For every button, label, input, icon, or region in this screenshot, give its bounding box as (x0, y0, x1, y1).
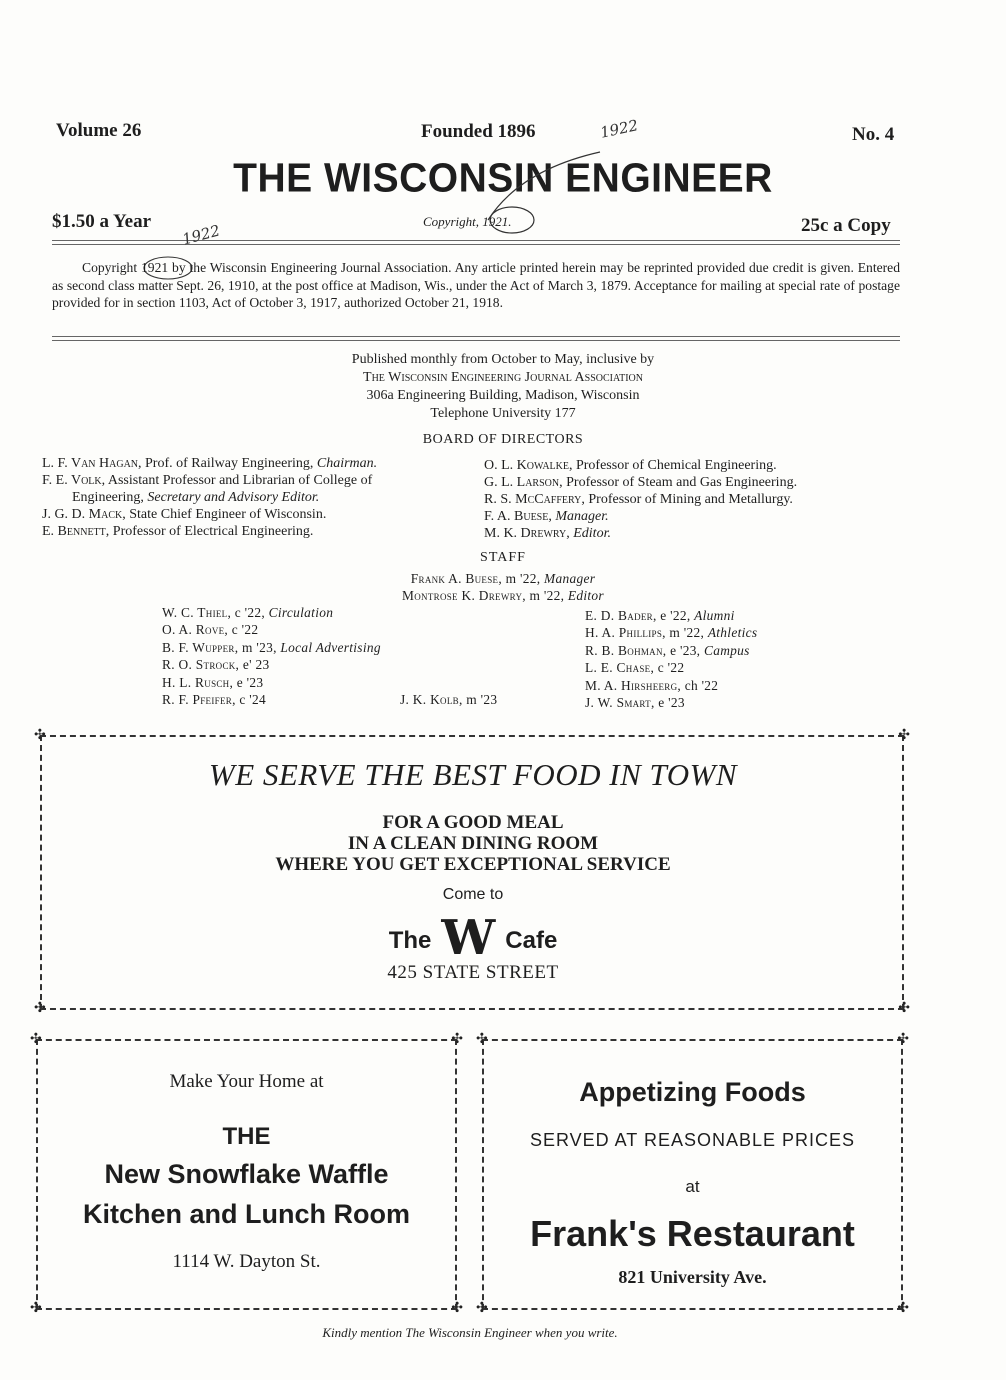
rule-top-1 (52, 240, 900, 241)
staff-member: L. E. Chase, c '22 (585, 660, 685, 676)
board-heading: BOARD OF DIRECTORS (422, 432, 584, 447)
staff-member: E. D. Bader, e '22, Alumni (585, 608, 735, 623)
franks-address: 821 University Ave. (618, 1267, 767, 1287)
ad-franks-restaurant (476, 1032, 909, 1316)
cafe-address: 425 STATE STREET (387, 962, 559, 983)
publisher-block (0, 351, 1006, 423)
board-member: Engineering, Secretary and Advisory Editor. (72, 490, 320, 505)
ornament-icon: ✣ (30, 1032, 42, 1047)
ornament-icon: ✣ (897, 1301, 909, 1316)
franks-name: Frank's Restaurant (530, 1213, 855, 1254)
publisher-line-1: Published monthly from October to May, inclusive by (351, 352, 655, 367)
board-member: F. E. Volk, Assistant Professor and Librarian of College of (42, 473, 373, 488)
cafe-tagline (0, 812, 976, 875)
board-member: L. F. Van Hagan, Prof. of Railway Engineering, Chairman. (42, 456, 378, 471)
ornament-icon: ✣ (898, 728, 910, 743)
board-member: G. L. Larson, Professor of Steam and Gas Engineering. (484, 475, 798, 490)
rule-mid-2 (52, 340, 900, 341)
ornament-icon: ✣ (897, 1032, 909, 1047)
volume-label: Volume 26 (56, 120, 142, 141)
staff-member: O. A. Rove, c '22 (162, 622, 259, 638)
cafe-tagline-1: FOR A GOOD MEAL (382, 812, 564, 833)
ornament-icon: ✣ (451, 1032, 463, 1047)
waffle-line-3: New Snowflake Waffle (104, 1159, 389, 1189)
cafe-name (0, 910, 976, 966)
cafe-w-logo: W (441, 910, 496, 966)
ornament-icon: ✣ (34, 728, 46, 743)
publisher-line-4: Telephone University 177 (430, 406, 576, 421)
staff-member: J. K. Kolb, m '23 (400, 692, 498, 707)
franks-line-3: at (685, 1177, 700, 1196)
journal-title: THE WISCONSIN ENGINEER (233, 155, 773, 202)
ornament-icon: ✣ (898, 1001, 910, 1016)
waffle-line-1: Make Your Home at (169, 1071, 324, 1092)
staff-heading: STAFF (480, 550, 526, 565)
copyright-notice: Copyright, 1921. (423, 214, 512, 229)
cafe-name-the: The (388, 927, 432, 954)
price-per-copy: 25c a Copy (801, 215, 891, 236)
staff-right-column (585, 607, 757, 711)
board-member: M. K. Drewry, Editor. (484, 526, 611, 541)
staff-member: W. C. Thiel, c '22, Circulation (162, 605, 334, 620)
board-member: F. A. Buese, Manager. (484, 509, 609, 524)
staff-member: H. A. Phillips, m '22, Athletics (585, 625, 758, 641)
ad-snowflake-waffle (30, 1032, 463, 1316)
staff-editor: Montrose K. Drewry, m '22, Editor (402, 588, 604, 603)
board-right-column (484, 457, 797, 542)
ornament-icon: ✣ (476, 1032, 488, 1047)
staff-member: R. O. Strock, e' 23 (162, 657, 270, 673)
franks-line-1: Appetizing Foods (579, 1077, 806, 1107)
board-member: O. L. Kowalke, Professor of Chemical Engineering. (484, 458, 777, 473)
staff-member: M. A. Hirsheerg, ch '22 (585, 677, 719, 693)
franks-line-2: SERVED AT REASONABLE PRICES (529, 1130, 856, 1150)
board-left-column (42, 455, 377, 540)
staff-member: R. F. Pfeifer, c '24 (162, 692, 266, 708)
rule-mid-1 (52, 336, 900, 337)
publisher-line-2: The Wisconsin Engineering Journal Association (363, 370, 643, 385)
board-member: E. Bennett, Professor of Electrical Engineering. (42, 524, 314, 539)
waffle-address: 1114 W. Dayton St. (172, 1251, 321, 1272)
waffle-line-4: Kitchen and Lunch Room (83, 1199, 410, 1229)
copyright-paragraph: Copyright 1921 by the Wisconsin Engineering Journal Association. Any article printed herein may be reprinted provided due credit is given. Entered as second class matter Sept. 26, 1910, at the post office at Madison, Wis., under the Act of March 3, 1879. Acceptance for mailing at special rate of postage provided for in section 1103, Act of October 3, 1917, authorized October 21, 1918. (52, 260, 900, 310)
ornament-icon: ✣ (30, 1301, 42, 1316)
founded-label: Founded 1896 (421, 121, 536, 142)
staff-member: H. L. Rusch, e '23 (162, 674, 264, 690)
board-member: R. S. McCaffery, Professor of Mining and Metallurgy. (484, 492, 793, 507)
board-member: J. G. D. Mack, State Chief Engineer of Wisconsin. (42, 507, 327, 522)
cafe-headline: WE SERVE THE BEST FOOD IN TOWN (208, 757, 738, 792)
rule-top-2 (52, 244, 900, 245)
ornament-icon: ✣ (476, 1301, 488, 1316)
staff-member: R. B. Bohman, e '23, Campus (585, 642, 750, 658)
cafe-name-cafe: Cafe (505, 927, 558, 954)
waffle-line-2: THE (222, 1123, 271, 1150)
ornament-icon: ✣ (34, 1001, 46, 1016)
cafe-tagline-3: WHERE YOU GET EXCEPTIONAL SERVICE (275, 854, 671, 875)
cafe-come-to: Come to (442, 886, 504, 903)
price-per-year: $1.50 a Year (52, 211, 152, 232)
staff-member: B. F. Wupper, m '23, Local Advertising (162, 639, 381, 655)
staff-manager: Frank A. Buese, m '22, Manager (410, 571, 596, 586)
cafe-tagline-2: IN A CLEAN DINING ROOM (347, 833, 599, 854)
staff-left-column (162, 604, 381, 708)
staff-member: J. W. Smart, e '23 (585, 695, 685, 711)
handwritten-year-top: 1922 (598, 116, 640, 142)
issue-number: No. 4 (852, 124, 895, 145)
publisher-line-3: 306a Engineering Building, Madison, Wisconsin (366, 388, 640, 403)
handwritten-year-para: 1922 (180, 221, 222, 249)
footer-note: Kindly mention The Wisconsin Engineer when you write. (322, 1325, 618, 1340)
ornament-icon: ✣ (451, 1301, 463, 1316)
